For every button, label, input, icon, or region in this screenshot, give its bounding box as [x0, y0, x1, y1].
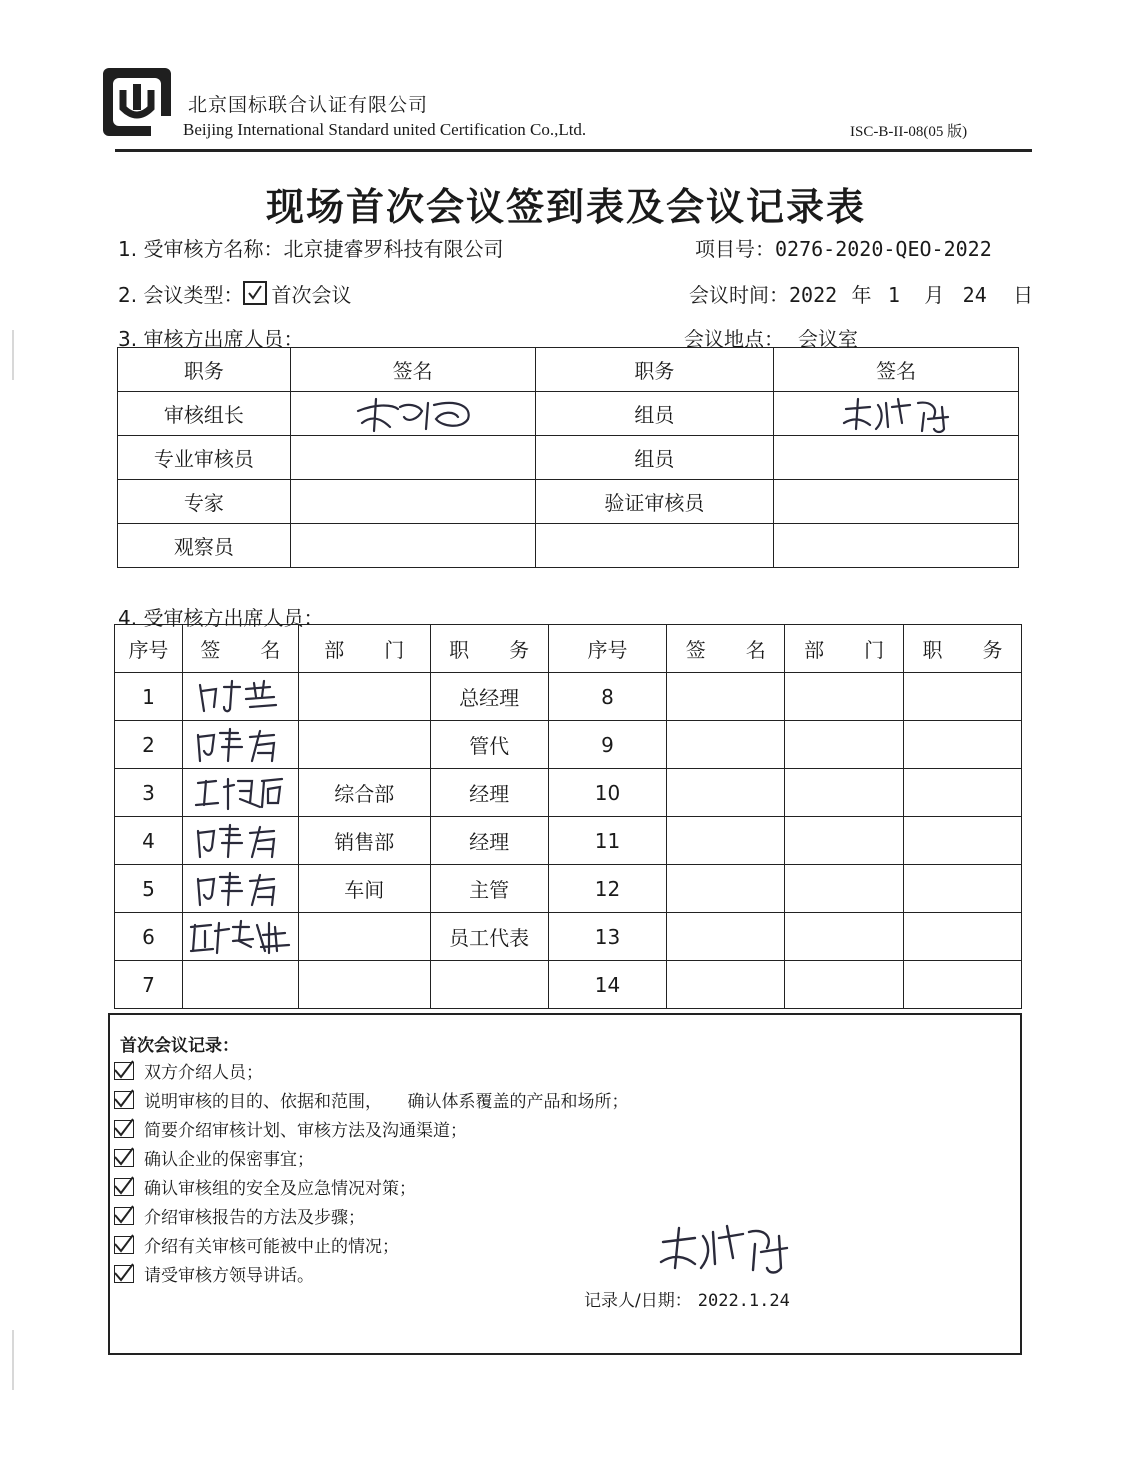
table-row: [115, 961, 1022, 1009]
role-cell: 组员: [535, 392, 774, 436]
signature-cell: [774, 392, 1019, 436]
position-cell: [904, 865, 1022, 913]
meeting-place-label: 会议地点：: [684, 327, 784, 351]
recorder-date: 2022.1.24: [697, 1291, 790, 1311]
header-cell: 职务: [118, 348, 291, 392]
company-logo-icon: [101, 66, 173, 138]
role-cell: 专业审核员: [118, 436, 291, 480]
record-item-text: 介绍审核报告的方法及步骤；: [144, 1208, 365, 1228]
year-unit: 年: [851, 283, 872, 307]
record-item: [114, 1261, 314, 1286]
position-cell: 管代: [430, 721, 548, 769]
signature-cell: [182, 913, 298, 961]
signature-cell: [290, 480, 535, 524]
position-cell: 总经理: [430, 673, 548, 721]
record-item: [114, 1145, 314, 1170]
record-item-text: 确认审核组的安全及应急情况对策；: [144, 1179, 416, 1199]
recorder-label: 记录人/日期：: [584, 1291, 692, 1311]
meeting-time-label: 会议时间：: [689, 283, 789, 307]
signature-cell: [667, 817, 785, 865]
table-row: [118, 524, 1019, 568]
position-cell: [904, 769, 1022, 817]
row-number: 7: [115, 961, 183, 1009]
department-cell: [785, 673, 904, 721]
department-cell: 销售部: [298, 817, 430, 865]
record-item: [114, 1058, 263, 1083]
signature-cell: [667, 865, 785, 913]
table-row: [118, 480, 1019, 524]
record-item-text: 说明审核的目的、依据和范围， 确认体系覆盖的产品和场所；: [144, 1092, 629, 1112]
recorder-signature: [655, 1218, 805, 1282]
checkbox-checked-icon: [114, 1062, 134, 1080]
position-cell: [904, 817, 1022, 865]
header-cell: 签 名: [182, 625, 298, 673]
project-value: 0276-2020-QEO-2022: [775, 237, 992, 261]
department-cell: [298, 721, 430, 769]
department-cell: [785, 913, 904, 961]
role-cell: 组员: [535, 436, 774, 480]
header-cell: 部 门: [785, 625, 904, 673]
record-item-text: 请受审核方领导讲话。: [144, 1266, 314, 1286]
checkbox-checked-icon: [114, 1178, 134, 1196]
department-cell: [785, 961, 904, 1009]
record-item: [114, 1087, 629, 1112]
signature-cell: [667, 721, 785, 769]
department-cell: [785, 769, 904, 817]
record-item: [114, 1174, 416, 1199]
record-item: [114, 1232, 399, 1257]
table-row: [115, 913, 1022, 961]
table-row: [118, 436, 1019, 480]
checkbox-checked-icon: [114, 1149, 134, 1167]
row-number: 8: [548, 673, 667, 721]
signature-cell: [667, 673, 785, 721]
table-header-row: [115, 625, 1022, 673]
project-label: 项目号：: [695, 237, 775, 261]
table-row: [115, 865, 1022, 913]
role-cell: 审核组长: [118, 392, 291, 436]
row-number: 6: [115, 913, 183, 961]
header-rule: [115, 149, 1032, 152]
table-header-row: [118, 348, 1019, 392]
signature-cell: [182, 721, 298, 769]
signature-cell: [667, 769, 785, 817]
auditee-section-title: 4. 受审核方出席人员：: [118, 606, 324, 630]
department-cell: [785, 865, 904, 913]
position-cell: [904, 961, 1022, 1009]
record-item: [114, 1116, 467, 1141]
signature-cell: [182, 961, 298, 1009]
handwritten-signature: [338, 393, 488, 435]
position-cell: 员工代表: [430, 913, 548, 961]
signature-cell: [667, 913, 785, 961]
header-cell: 签名: [774, 348, 1019, 392]
row-number: 13: [548, 913, 667, 961]
day-unit: 日: [1013, 283, 1034, 307]
record-item-text: 双方介绍人员；: [144, 1063, 263, 1083]
row-number: 14: [548, 961, 667, 1009]
department-cell: [785, 721, 904, 769]
signature-cell: [667, 961, 785, 1009]
signature-cell: [182, 865, 298, 913]
auditor-section-title: 3. 审核方出席人员：: [118, 327, 304, 351]
header-cell: 部 门: [298, 625, 430, 673]
record-item: [114, 1203, 365, 1228]
row-number: 1: [115, 673, 183, 721]
position-cell: [430, 961, 548, 1009]
handwritten-signature: [190, 821, 290, 861]
handwritten-signature: [190, 725, 290, 765]
header-cell: 签名: [290, 348, 535, 392]
department-cell: 综合部: [298, 769, 430, 817]
signature-cell: [774, 480, 1019, 524]
auditee-line: [118, 233, 503, 262]
department-cell: [785, 817, 904, 865]
header-cell: 序号: [115, 625, 183, 673]
audit-team-table: [117, 347, 1019, 568]
role-cell: [535, 524, 774, 568]
role-cell: 观察员: [118, 524, 291, 568]
row-number: 4: [115, 817, 183, 865]
record-item-text: 介绍有关审核可能被中止的情况；: [144, 1237, 399, 1257]
header-cell: 职 务: [430, 625, 548, 673]
signature-cell: [774, 524, 1019, 568]
position-cell: 经理: [430, 817, 548, 865]
handwritten-signature: [190, 677, 290, 717]
record-item-text: 确认企业的保密事宜；: [144, 1150, 314, 1170]
record-title: 首次会议记录：: [120, 1036, 239, 1056]
month-unit: 月: [924, 283, 945, 307]
table-row: [115, 769, 1022, 817]
checkbox-checked-icon: [114, 1120, 134, 1138]
handwritten-signature: [190, 773, 290, 813]
position-cell: 经理: [430, 769, 548, 817]
row-number: 2: [115, 721, 183, 769]
row-number: 11: [548, 817, 667, 865]
recorder-line: [584, 1286, 790, 1311]
signature-cell: [182, 817, 298, 865]
header-cell: 签 名: [667, 625, 785, 673]
project-line: [695, 233, 992, 262]
meeting-type-label: 2. 会议类型：: [118, 283, 244, 307]
handwritten-signature: [655, 1218, 805, 1278]
meeting-month: 1: [887, 283, 900, 307]
handwritten-signature: [185, 917, 295, 957]
table-row: [118, 392, 1019, 436]
position-cell: [904, 913, 1022, 961]
handwritten-signature: [826, 393, 966, 435]
department-cell: [298, 673, 430, 721]
checkbox-checked-icon: [114, 1091, 134, 1109]
row-number: 5: [115, 865, 183, 913]
company-name-cn: 北京国标联合认证有限公司: [188, 94, 429, 116]
header-cell: 序号: [548, 625, 667, 673]
checkbox-checked-icon: [114, 1207, 134, 1225]
department-cell: [298, 961, 430, 1009]
signature-cell: [290, 436, 535, 480]
attendee-table: [114, 624, 1022, 1009]
row-number: 3: [115, 769, 183, 817]
meeting-time-line: [689, 279, 1033, 308]
signature-cell: [774, 436, 1019, 480]
header-cell: 职 务: [904, 625, 1022, 673]
handwritten-signature: [190, 869, 290, 909]
position-cell: [904, 673, 1022, 721]
page-title: 现场首次会议签到表及会议记录表: [265, 185, 866, 229]
checkbox-checked-icon: [114, 1236, 134, 1254]
company-name-en: Beijing International Standard united Certification Co.,Ltd.: [183, 120, 587, 139]
meeting-day: 24: [962, 283, 987, 307]
meeting-place-value: 会议室: [798, 327, 858, 351]
document-code: ISC-B-II-08(05 版): [850, 124, 968, 140]
department-cell: [298, 913, 430, 961]
table-row: [115, 721, 1022, 769]
scan-edge-mark: [12, 330, 14, 380]
signature-cell: [290, 392, 535, 436]
checkbox-checked-icon: [114, 1265, 134, 1283]
position-cell: 主管: [430, 865, 548, 913]
role-cell: 专家: [118, 480, 291, 524]
role-cell: 验证审核员: [535, 480, 774, 524]
signature-cell: [182, 673, 298, 721]
signature-cell: [182, 769, 298, 817]
meeting-year: 2022: [789, 283, 838, 307]
meeting-type-value: 首次会议: [271, 283, 352, 307]
row-number: 9: [548, 721, 667, 769]
record-item-text: 简要介绍审核计划、审核方法及沟通渠道；: [144, 1121, 467, 1141]
row-number: 12: [548, 865, 667, 913]
table-row: [115, 673, 1022, 721]
department-cell: 车间: [298, 865, 430, 913]
signature-cell: [290, 524, 535, 568]
header-cell: 职务: [535, 348, 774, 392]
scan-edge-mark: [12, 1330, 14, 1390]
row-number: 10: [548, 769, 667, 817]
position-cell: [904, 721, 1022, 769]
auditee-value: 北京捷睿罗科技有限公司: [283, 237, 504, 261]
meeting-type-line: [118, 279, 351, 308]
table-row: [115, 817, 1022, 865]
auditee-label: 1. 受审核方名称：: [118, 237, 284, 261]
checkbox-checked-icon: [243, 281, 267, 305]
